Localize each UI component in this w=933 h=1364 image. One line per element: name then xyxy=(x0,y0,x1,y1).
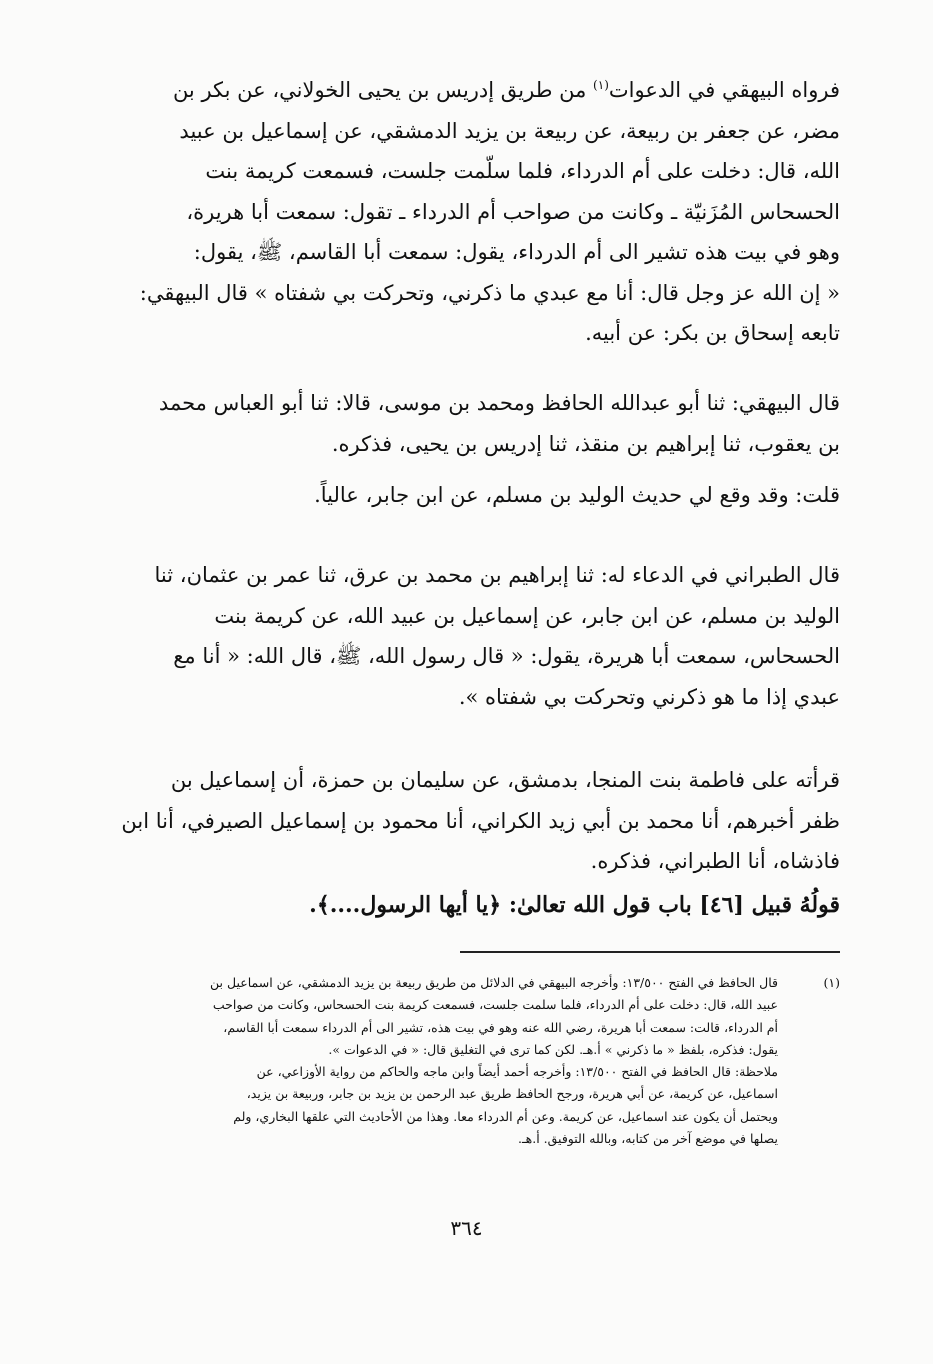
text-line: الحسحاس المُزَنيّة ـ وكانت من صواحب أم الدرداء ـ تقول: سمعت أبا هريرة، xyxy=(186,199,840,224)
footnote-line: يقول: فذكره، بلفظ « ما ذكرني » أ.هـ. لكن كما ترى في التغليق قال: « في الدعوات ». xyxy=(328,1041,778,1057)
paragraph-reading-chain xyxy=(80,760,840,882)
footnote-line: أم الدرداء، قالت: سمعت أبا هريرة، رضي الله عنه وهو في بيت هذه، تشير الى أم الدرداء سمعت أبا القاسم، xyxy=(223,1019,778,1035)
footnote-line: ملاحظة: قال الحافظ في الفتح ١٣/٥٠٠: وأخرجه أحمد أيضاً وابن ماجه والحاكم من رواية الأوزاعي، عن xyxy=(256,1064,778,1080)
footnote-reference[interactable]: (١) xyxy=(593,78,609,92)
text-line: عبدي إذا ما هو ذكرني وتحركت بي شفتاه ». xyxy=(458,684,840,709)
text-line: بن يعقوب، ثنا إبراهيم بن منقذ، ثنا إدريس بن يحيى، فذكره. xyxy=(331,431,840,456)
footnote-line: عبيد الله، قال: دخلت على أم الدرداء، فلما سلمت جلست، فسمعت كريمة بنت الحسحاس، وكانت من صواحب xyxy=(212,997,778,1013)
footnote-line: ويحتمل أن يكون عند اسماعيل، عن كريمة. وعن أم الدرداء معا. وهذا من الأحاديث التي علقها البخاري، ولم xyxy=(233,1108,778,1124)
footnote-divider xyxy=(460,951,840,953)
paragraph-tabarani xyxy=(80,555,840,717)
section-heading xyxy=(80,885,840,926)
text-line: الوليد بن مسلم، عن ابن جابر، عن إسماعيل بن عبيد الله، عن كريمة بنت xyxy=(214,603,840,628)
footnote-marker: (١) xyxy=(823,975,840,990)
footnote-line: اسماعيل، عن كريمة، عن أبي هريرة، ورجح الحافظ طريق عبد الرحمن بن يزيد بن جابر، وربيعة بن يزيد، xyxy=(246,1086,778,1102)
heading-text: قولُهُ قبيل [٤٦] باب قول الله تعالىٰ: ﴿يا أيها الرسول....﴾. xyxy=(309,892,840,918)
footnote-line: يصلها في موضع آخر من كتابه، وبالله التوفيق. أ.هـ. xyxy=(518,1131,778,1147)
text-line: قال البيهقي: ثنا أبو عبدالله الحافظ ومحمد بن موسى، قالا: ثنا أبو العباس محمد xyxy=(158,391,840,415)
paragraph-bayhaqi-dawat xyxy=(80,65,840,354)
page-number: ٣٦٤ xyxy=(450,1216,483,1240)
paragraph-author-note xyxy=(80,475,840,516)
footnotes xyxy=(70,972,840,1150)
text-line: قرأته على فاطمة بنت المنجا، بدمشق، عن سليمان بن حمزة، أن إسماعيل بن xyxy=(170,768,840,792)
text-line: مضر، عن جعفر بن ربيعة، عن ربيعة بن يزيد الدمشقي، عن إسماعيل بن عبيد xyxy=(179,118,840,143)
footnote-body xyxy=(70,972,778,1150)
text-line: ظفر أخبرهم، أنا محمد بن أبي زيد الكراني، أنا محمود بن إسماعيل الصيرفي، أنا ابن xyxy=(121,808,840,833)
text-line: فرواه البيهقي في الدعوات$^{(١)}$ من طريق إدريس بن يحيى الخولاني، عن بكر بن xyxy=(172,78,840,102)
text-line: قال الطبراني في الدعاء له: ثنا إبراهيم بن محمد بن عرق، ثنا عمر بن عثمان، ثنا xyxy=(154,563,840,587)
text-line: « إن الله عز وجل قال: أنا مع عبدي ما ذكرني، وتحركت بي شفتاه » قال البيهقي: xyxy=(139,280,840,305)
text-line: الله، قال: دخلت على أم الدرداء، فلما سلّمت جلست، فسمعت كريمة بنت xyxy=(205,159,840,183)
paragraph-bayhaqi-isnad xyxy=(80,383,840,464)
text-line: فاذشاه، أنا الطبراني، فذكره. xyxy=(590,849,840,873)
text-line: قلت: وقد وقع لي حديث الوليد بن مسلم، عن ابن جابر، عالياً. xyxy=(314,483,840,507)
footnote-line: قال الحافظ في الفتح ١٣/٥٠٠: وأخرجه البيهقي في الدلائل من طريق ربيعة بن يزيد الدمشقي، عن اسماعيل بن xyxy=(210,975,778,990)
text-line: وهو في بيت هذه تشير الى أم الدرداء، يقول: سمعت أبا القاسم، ﷺ، يقول: xyxy=(193,240,840,264)
text-line: الحسحاس، سمعت أبا هريرة، يقول: « قال رسول الله، ﷺ، قال الله: « أنا مع xyxy=(173,644,840,668)
text-line: تابعه إسحاق بن بكر: عن أبيه. xyxy=(585,321,840,345)
